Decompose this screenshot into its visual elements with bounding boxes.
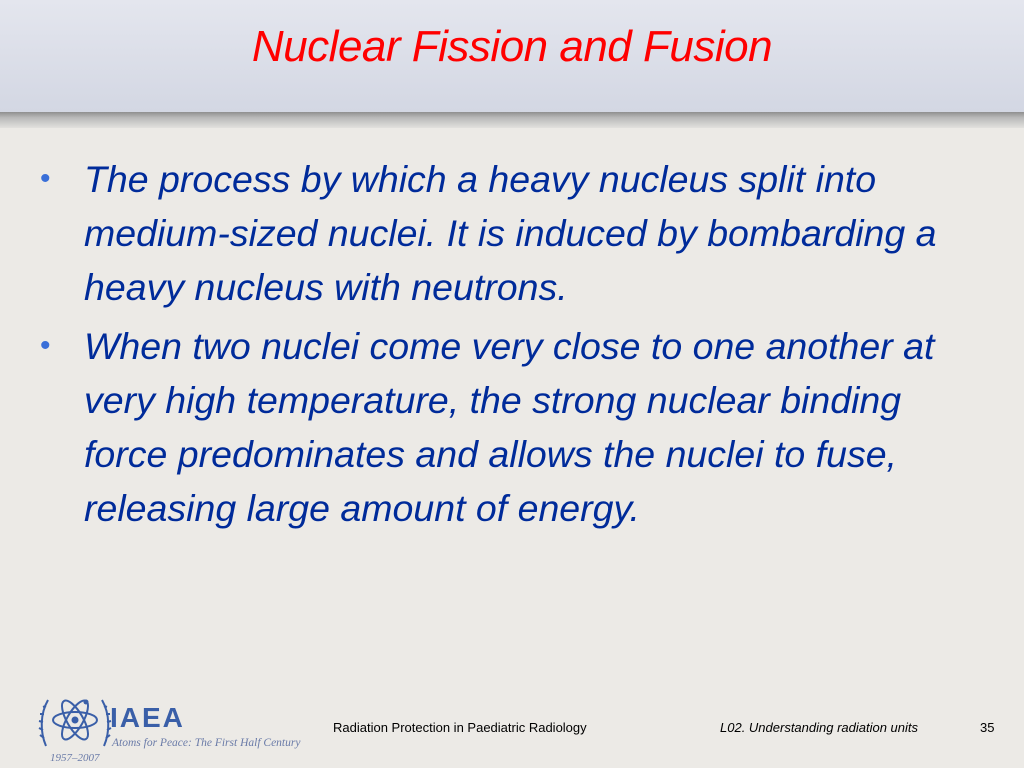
slide-title: Nuclear Fission and Fusion xyxy=(251,22,773,71)
bullet-item xyxy=(40,152,990,314)
footer-lecture-title: L02. Understanding radiation units xyxy=(720,720,919,735)
footer-course-title: Radiation Protection in Paediatric Radiology xyxy=(333,720,587,735)
iaea-logo xyxy=(38,688,308,768)
title-divider xyxy=(0,112,1024,128)
bullet-text: The process by which a heavy nucleus split into medium-sized nuclei. It is induced by bombarding a heavy nucleus with neutrons. xyxy=(84,158,937,308)
logo-years: 1957–2007 xyxy=(50,752,100,764)
slide-number: 35 xyxy=(980,720,995,735)
bullet-item xyxy=(40,319,990,535)
logo-tagline: Atoms for Peace: The First Half Century xyxy=(112,737,301,749)
bullet-list xyxy=(40,152,990,540)
bullet-text: When two nuclei come very close to one another at very high temperature, the strong nuclear binding force predominates and allows the nuclei to fuse, releasing large amount of energy. xyxy=(84,325,935,529)
bullet-icon: • xyxy=(40,329,51,362)
iaea-atom-emblem-icon xyxy=(38,688,112,750)
bullet-icon: • xyxy=(40,162,51,195)
iaea-wordmark: IAEA xyxy=(110,702,185,733)
